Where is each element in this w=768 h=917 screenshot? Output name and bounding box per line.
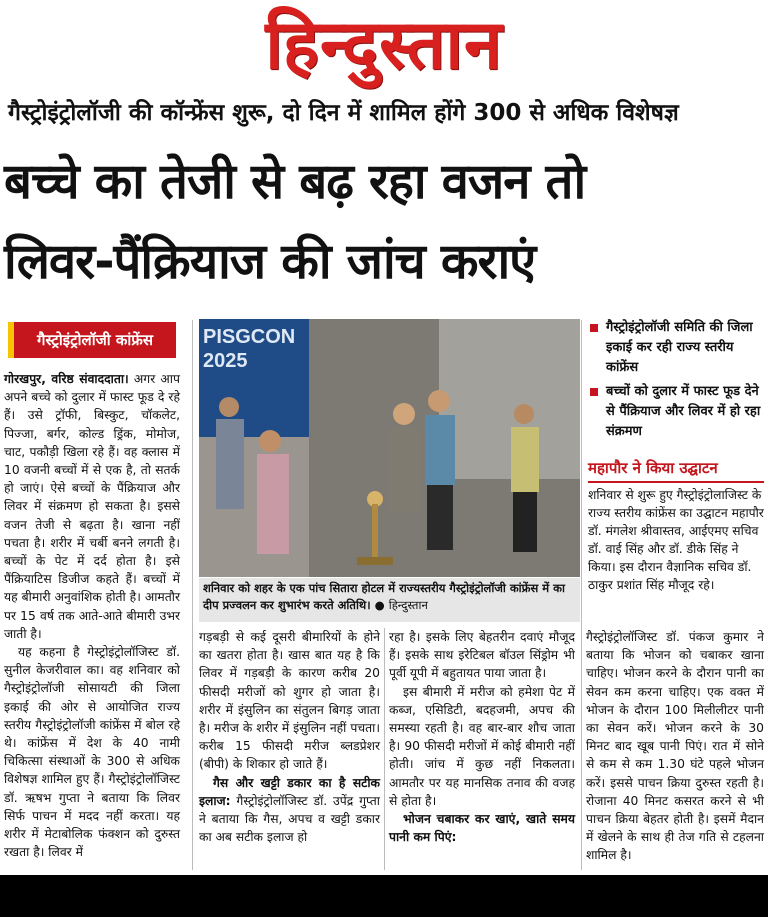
paragraph: यह कहना है गेस्ट्रोइंट्रोलॉजिस्ट डॉ. सुनील केजरीवाल का। वह शनिवार को गैस्ट्रोइंट्रोलॉजी सोसायटी की जिला इकाई की ओर से आयोजित राज्य स्तरीय गैस्ट्रोइंट्रोलॉजी कांफ्रेंस में बोल रहे थे। कांफ्रेंस में देश के 40 नामी चिकित्सा संस्थाओं के 300 से अधिक विशेषज्ञ शामिल हुए हैं। गैस्ट्रोइंट्रोलॉजिस्ट डॉ. ऋषभ गुप्ता ने बताया कि लिवर सिर्फ पाचन में मदद नहीं करता। यह शरीर में मेटाबोलिक फंक्शन को दुरुस्त रखता है। लिवर में	[4, 645, 180, 860]
article-column-3	[389, 628, 575, 846]
masthead-logo: हिन्दुस्तान	[265, 5, 503, 85]
subhead: गैस और खट्टी डकार का है सटीक इलाज:	[199, 775, 380, 808]
inauguration-text: शनिवार से शुरू हुए गैस्ट्रोइंट्रोलाजिस्ट के राज्य स्तरीय कांफ्रेंस का उद्घाटन महापौर डॉ. मंगलेश श्रीवास्तव, आईएमए सचिव डॉ. वाई सिंह और डॉ. डीके सिंह ने किया। इस दौरान वैज्ञानिक सचिव डॉ. ठाकुर प्रशांत सिंह मौजूद रहे।	[588, 488, 764, 592]
photo-caption	[199, 578, 580, 622]
bullet-square-icon	[590, 324, 598, 332]
event-photo	[199, 319, 580, 577]
dateline: गोरखपुर, वरिष्ठ संवाददाता।	[4, 372, 129, 386]
column-divider	[384, 628, 385, 870]
article-column-4	[586, 628, 764, 865]
column-divider	[581, 320, 582, 870]
highlight-text: बच्चों को दुलार में फास्ट फूड देने से पैंक्रियाज और लिवर में हो रहा संक्रमण	[606, 384, 761, 439]
headline-line-1: बच्चे का तेजी से बढ़ रहा वजन तो	[4, 153, 586, 210]
highlight-item	[588, 382, 764, 442]
strapline: गैस्ट्रोइंट्रोलॉजी की कॉन्फ्रेंस शुरू, दो दिन में शामिल होंगे 300 से अधिक विशेषज्ञ	[8, 100, 679, 126]
article-column-1	[4, 370, 180, 861]
paragraph: गैस्ट्रोइंट्रोलॉजिस्ट डॉ. पंकज कुमार ने बताया कि भोजन को चबाकर खाना चाहिए। भोजन करने के दौरान पानी का सेवन कम करना चाहिए। एक वक्त में भोजन के दौरान 100 मिलीलीटर पानी का सेवन करें। भोजन करने के 30 मिनट बाद खूब पानी पिएं। रात में सोने से कम से कम 1.30 घंटे पहले भोजन करें। इससे पाचन क्रिया दुरुस्त रहती है। रोजाना 40 मिनट कसरत करने से भी पाचन क्रिया बेहतर होती है। इसमें मैदान में खेलने के साथ ही तेज गति से टहलना शामिल है।	[586, 630, 764, 863]
paragraph: गैस्ट्रोइंट्रोलॉजिस्ट डॉ. उपेंद्र गुप्ता ने बताया कि गैस, अपच व खट्टी डकार का अब सटीक इलाज हो	[199, 793, 380, 845]
headline-line-2: लिवर-पैंक्रियाज की जांच कराएं	[4, 233, 536, 290]
paragraph: अगर आप अपने बच्चे को दुलार में फास्ट फूड दे रहे हैं। उसे ट्रॉफी, बिस्कुट, चॉकलेट, पिज्जा, बर्गर, कोल्ड ड्रिंक, मोमोज, चाट, पकौड़ी खिला रहे हैं। वह क्लास में 10 वजनी बच्चों में से एक है, तो सतर्क हो जाएं। ऐसे बच्चों के पैंक्रियाज और लिवर में संक्रमण हो सकता है। इससे वजन तेजी से बढ़ता है। खाना नहीं पचता है। शरीर में चर्बी बनने लगती है। बच्चों के पेट में दर्द होता है। इसे पैंक्रियाटिस डिजीज कहते हैं। बच्चों में यह बीमारी अनुवांशिक होती है। आमतौर पर 15 वर्ष तक आते-आते बीमारी उभर जाती है।	[4, 372, 180, 641]
camera-icon: ●	[374, 598, 385, 612]
inauguration-heading: महापौर ने किया उद्घाटन	[588, 455, 764, 483]
column-divider	[192, 320, 193, 870]
bullet-square-icon	[590, 388, 598, 396]
paragraph: गड़बड़ी से कई दूसरी बीमारियों के होने का खतरा होता है। खास बात यह है कि लिवर में गड़बड़ी के कारण करीब 20 फीसदी मरीजों को शुगर हो जाता है। शरीर में इंसुलिन का संतुलन बिगड़ जाता है। मरीज के शरीर में इंसुलिन नहीं पचता। करीब 15 फीसदी मरीज ब्लडप्रेशर (बीपी) के शिकार हो जाते हैं।	[199, 630, 380, 772]
paragraph: रहा है। इसके लिए बेहतरीन दवाएं मौजूद हैं। इसके साथ इरेटिबल बॉउल सिंड्रोम भी पूर्वी यूपी में बहुतायत पाया जाता है।	[389, 630, 575, 681]
highlights-list	[588, 318, 764, 446]
headline	[4, 142, 764, 302]
masthead	[0, 0, 768, 92]
subhead: भोजन चबाकर कर खाएं, खाते समय पानी कम पिएं:	[389, 812, 575, 845]
caption-text: शनिवार को शहर के एक पांच सितारा होटल में राज्यस्तरीय गैस्ट्रोइंट्रोलॉजी कांफ्रेंस में का दीप प्रज्वलन कर शुभारंभ करते अतिथि।	[203, 581, 565, 612]
footer-bar	[0, 875, 768, 917]
section-tag: गैस्ट्रोइंट्रोलॉजी कांफ्रेंस	[8, 322, 176, 358]
article-column-2	[199, 628, 380, 846]
highlight-item	[588, 318, 764, 378]
photo-banner-text: PISGCON 2025	[203, 326, 296, 372]
caption-credit: हिन्दुस्तान	[388, 598, 428, 612]
paragraph: इस बीमारी में मरीज को हमेशा पेट में कब्ज, एसिडिटी, बदहजमी, अपच की समस्या रहती है। वह बार-बार शौच जाता है। 90 फीसदी मरीजों में कोई बीमारी नहीं होती। जांच में कुछ नहीं निकलता। आमतौर पर यह मानसिक तनाव की वजह से होता है।	[389, 684, 575, 808]
highlight-text: गैस्ट्रोइंट्रोलॉजी समिति की जिला इकाई कर रही राज्य स्तरीय कांफ्रेंस	[606, 320, 753, 375]
